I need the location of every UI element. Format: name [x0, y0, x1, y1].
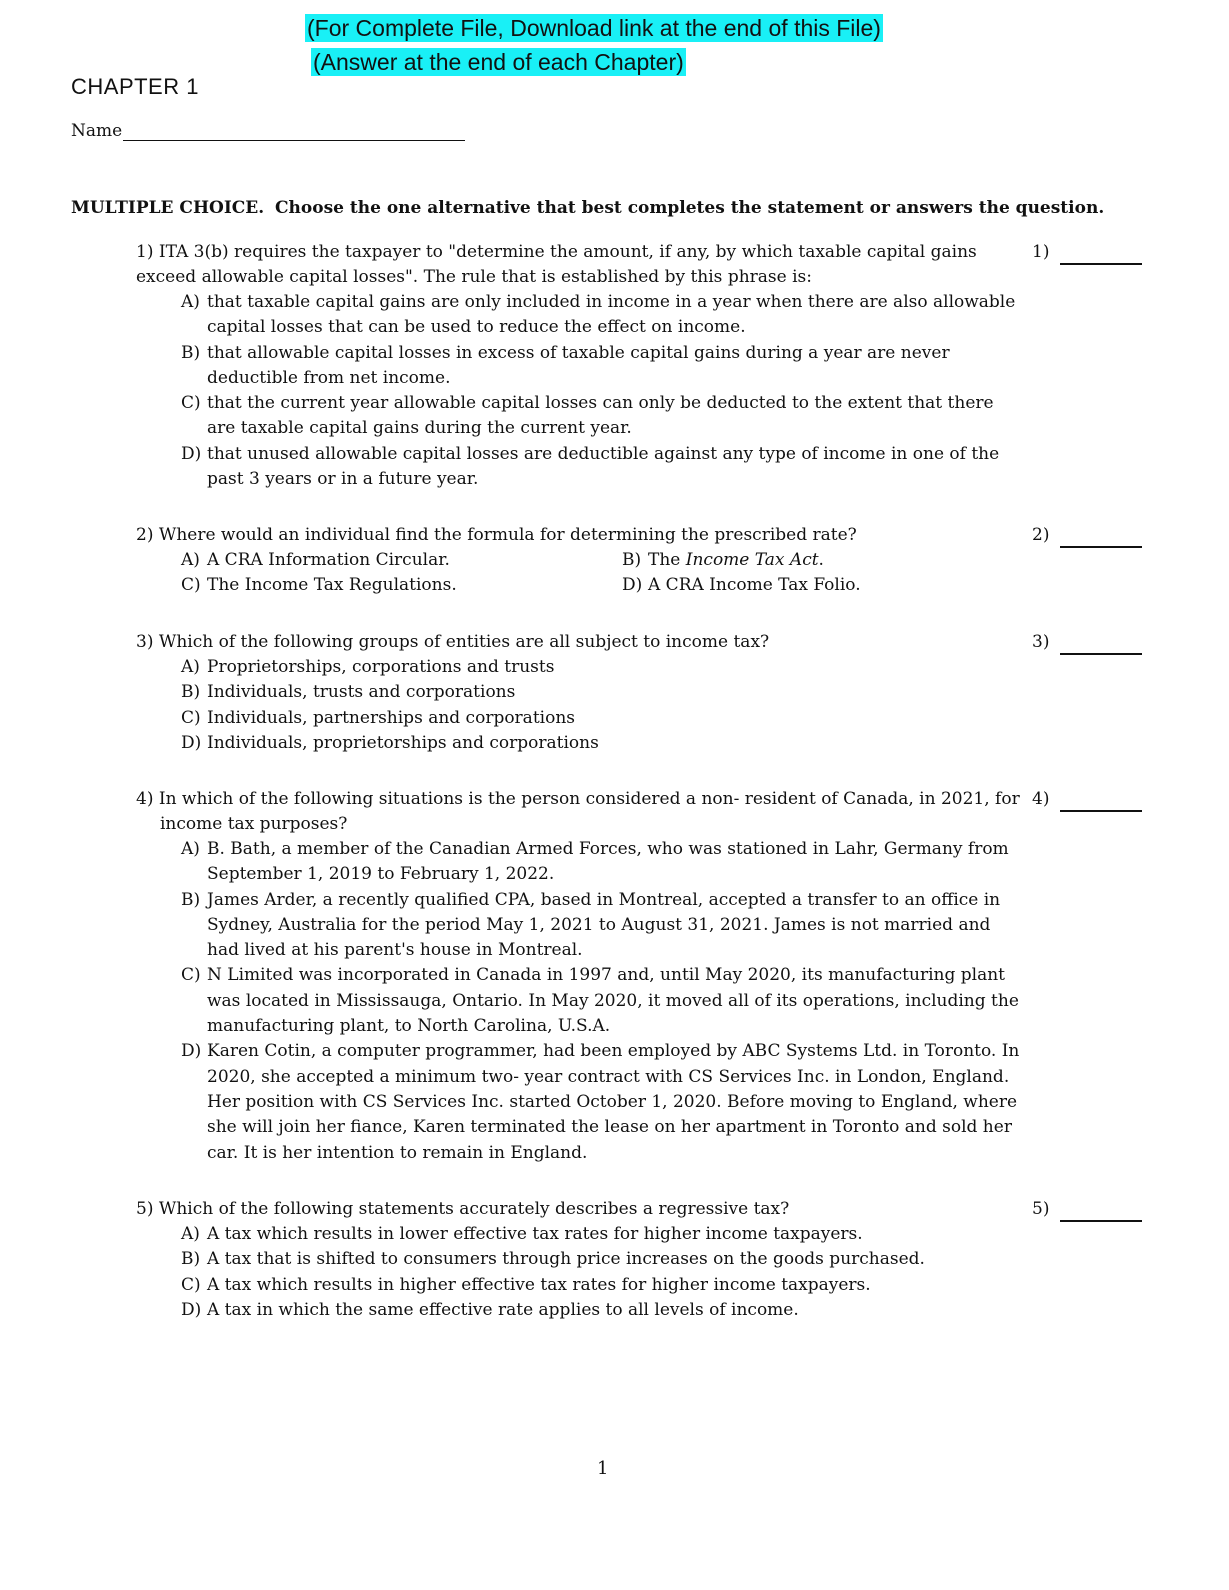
question-text: Where would an individual find the formula for determining the prescribed rate? [158, 525, 857, 545]
option [181, 888, 1021, 964]
option-text: James Arder, a recently qualified CPA, based in Montreal, accepted a transfer to an office in Sydney, Australia for the period May 1, 2021 to August 31, 2021. James is not married and had lived at his parent's house in Montreal. [207, 889, 1001, 961]
option-text: The Income Tax Regulations. [207, 575, 457, 596]
option-label: B) [181, 682, 201, 703]
option-label: A) [181, 1224, 200, 1244]
option [181, 655, 1021, 680]
answer-number: 2) [1032, 525, 1050, 545]
option-label: D) [181, 732, 202, 753]
option-text: Individuals, proprietorships and corporations [207, 732, 599, 753]
option-label: D) [181, 1041, 202, 1062]
option [181, 1222, 1021, 1247]
option [181, 391, 1021, 442]
option-text: The [648, 550, 686, 570]
option-label: A) [181, 839, 200, 859]
option [181, 442, 1021, 493]
question-number: 4) [136, 789, 154, 809]
option [181, 706, 1021, 731]
name-blank-line [123, 122, 465, 141]
question-stem [136, 787, 1030, 838]
option-text: that allowable capital losses in excess of taxable capital gains during a year are never deductible from net income. [207, 342, 950, 388]
answer-number: 1) [1032, 242, 1050, 262]
option-text: Proprietorships, corporations and trusts [207, 657, 555, 677]
option [622, 573, 922, 598]
chapter-title: CHAPTER 1 [71, 74, 199, 99]
option-label: C) [181, 575, 201, 596]
question-text: Which of the following groups of entities are all subject to income tax? [158, 632, 770, 652]
option-text: Individuals, partnerships and corporations [207, 707, 575, 728]
option-text: Karen Cotin, a computer programmer, had been employed by ABC Systems Ltd. in Toronto. In 2020, she accepted a minimum two- year contract with CS Services Inc. in London, England. Her position with CS Services Inc. started October 1, 2020. Before moving to England, where she will join her fiance, Karen terminated the lease on her apartment in Toronto and sold her car. It is her intention to remain in England. [207, 1041, 1020, 1163]
instructions-text: Choose the one alternative that best completes the statement or answers the question. [275, 198, 1105, 218]
instructions-heading: MULTIPLE CHOICE. [71, 198, 265, 218]
answer-number: 5) [1032, 1199, 1050, 1219]
answer-blank[interactable] [1060, 653, 1142, 655]
option-label: B) [181, 342, 201, 363]
option [181, 731, 1021, 756]
option [181, 680, 1021, 705]
option [181, 573, 622, 598]
options-list [181, 548, 1021, 599]
option-label: C) [181, 707, 201, 728]
answer-blank[interactable] [1060, 546, 1142, 548]
option [181, 1298, 1021, 1323]
option-text: Individuals, trusts and corporations [207, 682, 516, 703]
options-list [181, 837, 1021, 1166]
instructions [71, 198, 1104, 218]
options-list [181, 290, 1021, 492]
question-text: In which of the following situations is the person considered a non- resident of Canada, in 2021, for income tax purposes? [158, 789, 1020, 835]
answer-number: 3) [1032, 632, 1050, 652]
answer-banner: (Answer at the end of each Chapter) [313, 49, 684, 75]
page-number: 1 [597, 1458, 609, 1479]
option [181, 837, 1021, 888]
question-number: 1) [136, 242, 154, 262]
options-list [181, 1222, 1021, 1323]
option-text: that unused allowable capital losses are deductible against any type of income in one of the past 3 years or in a future year. [207, 443, 1000, 490]
option-text-italic: Income Tax Act [685, 550, 819, 570]
option-label: C) [181, 393, 201, 414]
option-text: N Limited was incorporated in Canada in 1997 and, until May 2020, its manufacturing plant was located in Mississauga, Ontario. In May 2020, it moved all of its operations, including the manufacturing plant, to North Carolina, U.S.A. [207, 965, 1019, 1037]
option-text: A tax that is shifted to consumers through price increases on the goods purchased. [207, 1249, 925, 1270]
question-stem [136, 630, 1016, 655]
option-label: A) [181, 657, 200, 677]
option-text: that taxable capital gains are only included in income in a year when there are also allowable capital losses that can be used to reduce the effect on income. [207, 292, 1016, 338]
option-text: A CRA Information Circular. [207, 550, 450, 570]
question-number: 3) [136, 632, 154, 652]
option-label: A) [181, 292, 200, 312]
question-stem [136, 240, 1016, 291]
option-text-end: . [818, 550, 824, 570]
option [181, 548, 622, 573]
question-stem [136, 1197, 1016, 1222]
answer-blank[interactable] [1060, 810, 1142, 812]
question-number: 5) [136, 1199, 154, 1219]
name-field [71, 121, 465, 141]
question-stem [136, 523, 1016, 548]
option-label: B) [622, 550, 642, 570]
option-label: B) [181, 1249, 201, 1270]
options-list [181, 655, 1021, 756]
answer-number: 4) [1032, 789, 1050, 809]
option [622, 548, 922, 573]
option [181, 290, 1021, 341]
answer-blank[interactable] [1060, 1220, 1142, 1222]
name-label: Name [71, 121, 123, 141]
option [181, 341, 1021, 392]
option-text: that the current year allowable capital losses can only be deducted to the extent that there are taxable capital gains during the current year. [207, 393, 994, 439]
option-label: B) [181, 889, 201, 910]
option [181, 1273, 1021, 1298]
option-text: A CRA Income Tax Folio. [648, 575, 861, 596]
option-text: A tax which results in higher effective tax rates for higher income taxpayers. [207, 1274, 871, 1295]
option-label: D) [622, 575, 643, 596]
option-label: C) [181, 1274, 201, 1295]
option [181, 963, 1021, 1039]
option-label: D) [181, 1299, 202, 1320]
option-text: A tax in which the same effective rate applies to all levels of income. [207, 1299, 799, 1320]
option-label: D) [181, 443, 202, 464]
question-text: ITA 3(b) requires the taxpayer to "determine the amount, if any, by which taxable capital gains exceed allowable capital losses". The rule that is established by this phrase is: [136, 242, 977, 288]
download-banner: (For Complete File, Download link at the end of this File) [307, 15, 881, 41]
option-text: B. Bath, a member of the Canadian Armed Forces, who was stationed in Lahr, Germany from September 1, 2019 to February 1, 2022. [207, 839, 1009, 885]
option [181, 1247, 1021, 1272]
option-label: C) [181, 965, 201, 986]
option-label: A) [181, 550, 200, 570]
question-number: 2) [136, 525, 154, 545]
question-text: Which of the following statements accurately describes a regressive tax? [158, 1199, 790, 1219]
option [181, 1039, 1021, 1165]
option-text: A tax which results in lower effective tax rates for higher income taxpayers. [207, 1224, 863, 1244]
answer-blank[interactable] [1060, 263, 1142, 265]
